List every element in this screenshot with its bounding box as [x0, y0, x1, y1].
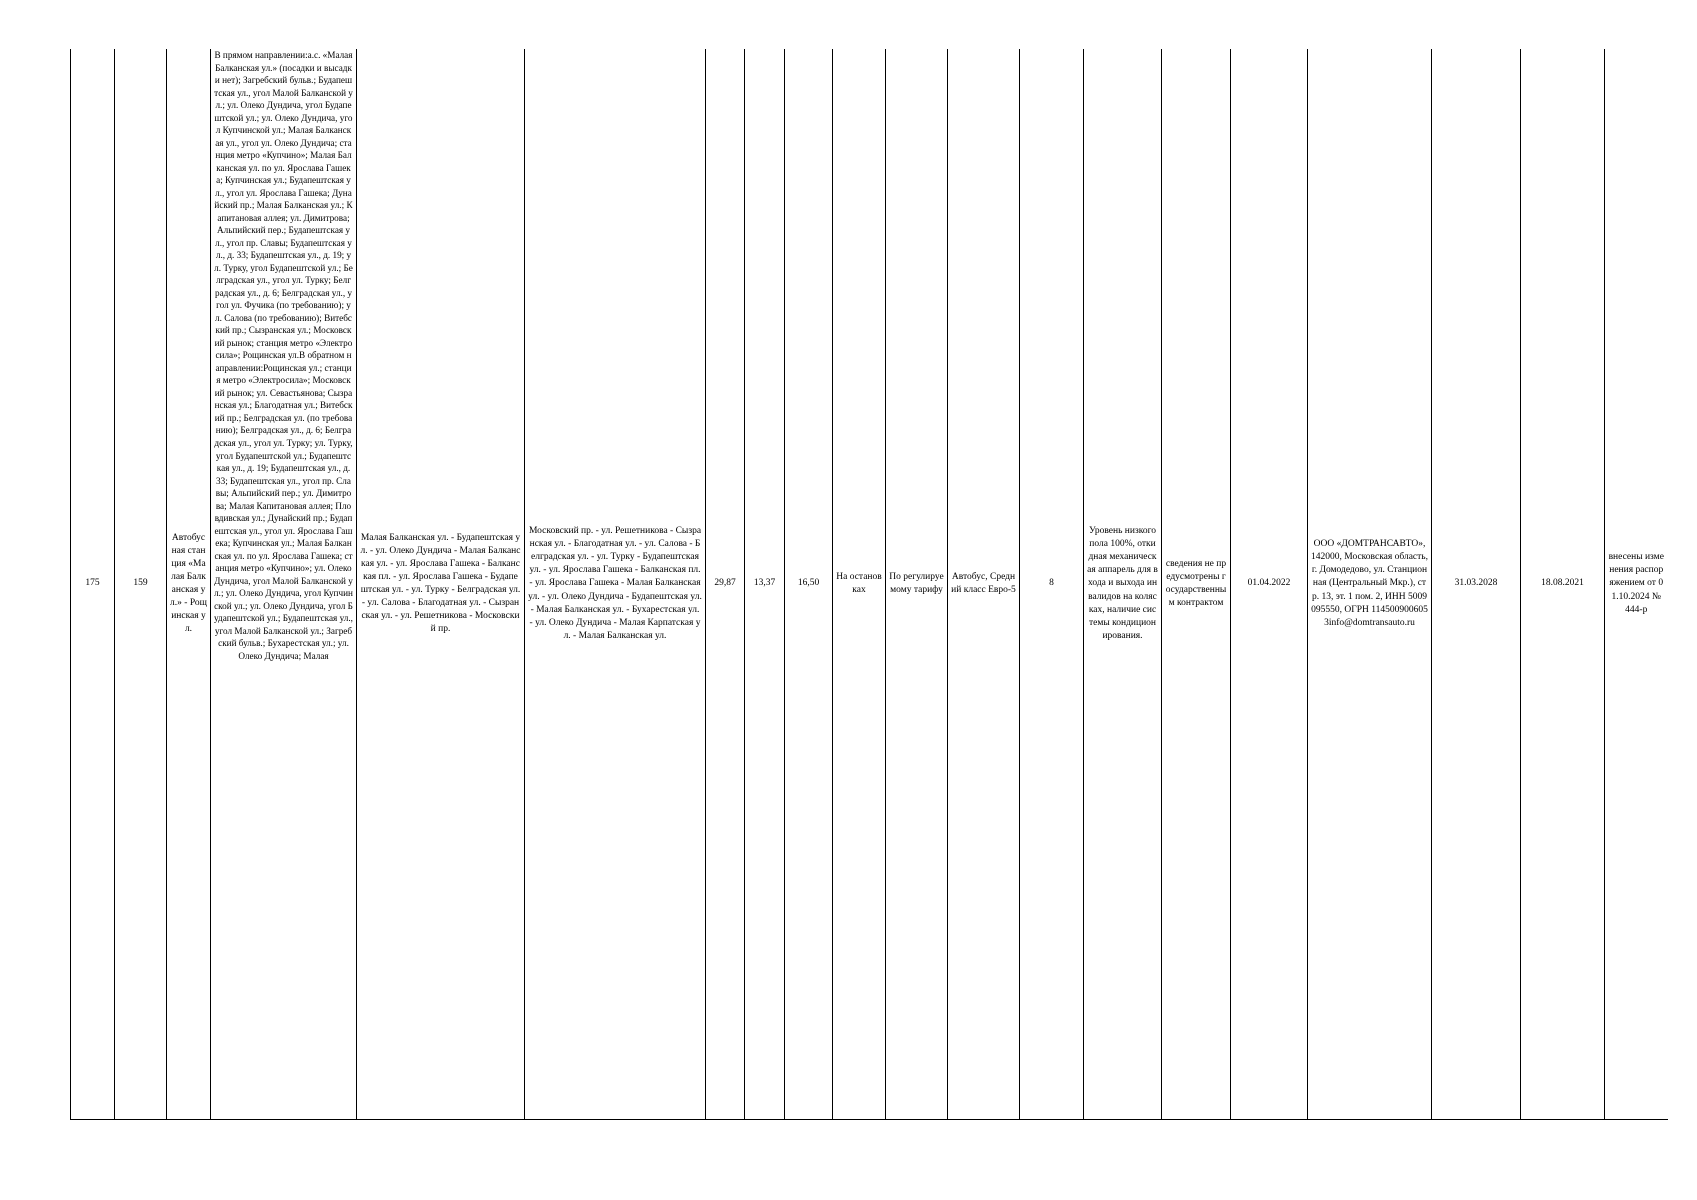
- vehicle-features-cell: [1084, 49, 1162, 1120]
- length-backward: 13,37: [753, 578, 776, 589]
- tariff-type: По регулируемому тарифу: [889, 571, 944, 595]
- contract-info-cell: [1162, 49, 1231, 1120]
- length-forward: 29,87: [714, 578, 736, 589]
- registry-date-cell: [1521, 49, 1605, 1120]
- vehicle-count-cell: [1020, 49, 1084, 1120]
- start-date-cell: [1231, 49, 1308, 1120]
- vehicle-features: Уровень низкого пола 100%, откидная механическая аппарель для входа и выхода инвалидов на колясках, наличие системы кондиционирования.: [1087, 526, 1158, 641]
- start-date: 01.04.2022: [1247, 578, 1291, 589]
- notes-cell: [1605, 49, 1668, 1120]
- stops-list: В прямом направлении:а.с. «Малая Балканская ул.» (посадки и высадки нет); Загребский бульв.; Будапештская ул., угол Малой Балканской ул.; ул. Олеко Дундича, угол Будапештской ул.; ул. Олеко Дундича, угол Купчинской ул.; Малая Балканская ул., угол ул. Олеко Дундича; станция метро «Купчино»; Малая Балканская ул. по ул. Ярослава Гашека; Купчинская ул.; Будапештская ул., угол ул. Ярослава Гашека; Дунайский пр.; Малая Балканская ул.; Капитановая аллея; ул. Димитрова; Альпийский пер.; Будапештская ул., угол пр. Славы; Будапештская ул., д. 33; Будапештская ул., д. 19; ул. Турку, угол Будапештской ул.; Белградская ул., угол ул. Турку; Белградская ул., д. 6; Белградская ул., угол ул. Фучика (по требованию); ул. Салова (по требованию); Витебский пр.; Сызранская ул.; Московский рынок; станция метро «Электросила»; Рощинская ул.В обратном направлении:Рощинская ул.; станция метро «Электросила»; Московский рынок; ул. Севастьянова; Сызранская ул.; Благодатная ул.; Витебский пр.; Белградская ул. (по требованию); Белградская ул., д. 6; Белградская ул., угол ул. Турку; ул. Турку, угол Будапештской ул.; Будапештская ул., д. 19; Будапештская ул., д. 33; Будапештская ул., угол пр. Славы; Альпийский пер.; ул. Димитрова; Малая Капитановая аллея; Пловдивская ул.; Дунайский пр.; Будапештская ул., угол ул. Ярослава Гашека; Купчинская ул.; Малая Балканская ул. по ул. Ярослава Гашека; станция метро «Купчино»; ул. Олеко Дундича, угол Малой Балканской ул.; ул. Олеко Дундича, угол Купчинской ул.; ул. Олеко Дундича, угол Будапештской ул.; Будапештская ул., угол Малой Балканской ул.; Загребский бульв.; Бухарестская ул.; ул. Олеко Дундича; Малая: [214, 50, 353, 661]
- end-date: 31.03.2028: [1454, 578, 1498, 589]
- route-number-cell: [115, 49, 167, 1120]
- registry-date: 18.08.2021: [1541, 578, 1584, 589]
- streets-backward: Московский пр. - ул. Решетникова - Сызранская ул. - Благодатная ул. - ул. Салова - Белградская ул. - ул. Турку - Будапештская ул. - ул. Ярослава Гашека - Балканская пл. - ул. Ярослава Гашека - Малая Балканская ул. - ул. Олеко Дундича - Будапештская ул. - Малая Балканская ул. - Бухарестская ул. - ул. Олеко Дундича - Малая Карпатская ул. - Малая Балканская ул.: [528, 526, 702, 641]
- vehicle-count: 8: [1049, 578, 1054, 589]
- length-total: 16,50: [797, 578, 820, 589]
- streets-forward-cell: [357, 49, 525, 1120]
- length-total-cell: [785, 49, 833, 1120]
- route-name-cell: [167, 49, 211, 1120]
- vehicle-type: Автобус, Средний класс Евро-5: [951, 571, 1016, 595]
- boarding-order-cell: [833, 49, 886, 1120]
- carrier-cell: [1308, 49, 1432, 1120]
- route-name: Автобусная станция «Малая Балканская ул.» - Рощинская ул.: [170, 532, 207, 635]
- seq-number-cell: [71, 49, 115, 1120]
- end-date-cell: [1432, 49, 1521, 1120]
- boarding-order: На остановках: [836, 571, 882, 595]
- route-registry-table: [70, 49, 1668, 1120]
- seq-number: 175: [85, 578, 100, 589]
- length-backward-cell: [745, 49, 785, 1120]
- tariff-type-cell: [886, 49, 948, 1120]
- carrier-info: ООО «ДОМТРАНСАВТО», 142000, Московская область, г. Домодедово, ул. Станционная (Центральный Мкр.), стр. 13, эт. 1 пом. 2, ИНН 5009095550, ОГРН 1145009006053info@domtransauto.ru: [1311, 539, 1429, 628]
- streets-backward-cell: [525, 49, 706, 1120]
- stops-cell: [211, 49, 357, 1120]
- route-number: 159: [133, 578, 148, 589]
- vehicle-cell: [948, 49, 1020, 1120]
- streets-forward: Малая Балканская ул. - Будапештская ул. - ул. Олеко Дундича - Малая Балканская ул. - ул. Ярослава Гашека - Балканская пл. - ул. Ярослава Гашека - Будапештская ул. - ул. Турку - Белградская ул. - ул. Салова - Благодатная ул. - Сызранская ул. - ул. Решетникова - Московский пр.: [360, 532, 521, 635]
- table-row: [71, 49, 1668, 1120]
- contract-info: сведения не предусмотрены государственным контрактом: [1165, 558, 1227, 609]
- length-forward-cell: [706, 49, 745, 1120]
- notes: внесены изменения распоряжением от 01.10.2024 № 444-р: [1608, 552, 1664, 615]
